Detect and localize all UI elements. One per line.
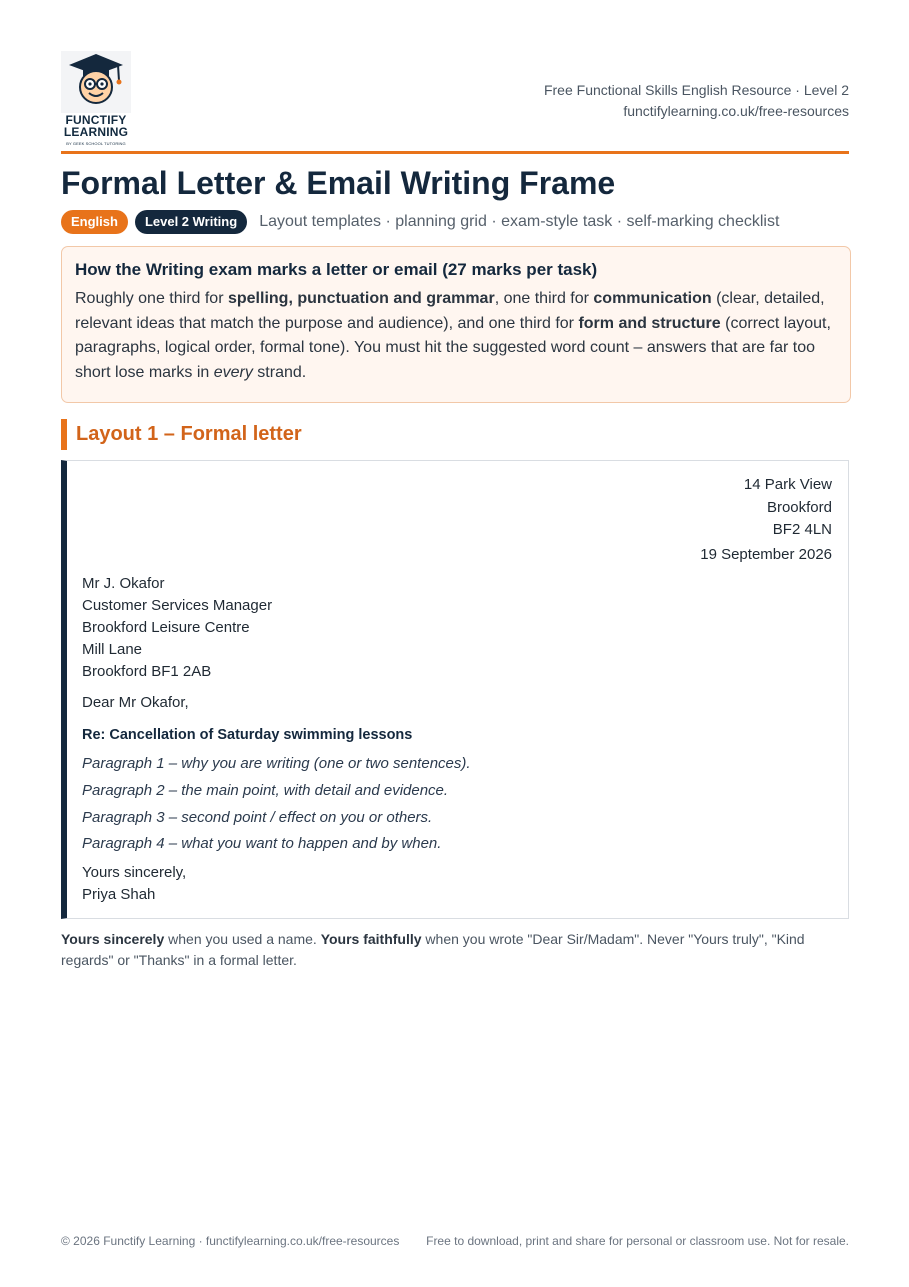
badge-level: Level 2 Writing	[135, 210, 247, 234]
sender-address: 14 Park View Brookford BF2 4LN	[743, 476, 832, 538]
salutation: Dear Mr Okafor,	[82, 694, 189, 711]
functify-logo	[61, 51, 131, 147]
graduate-mascot-icon	[61, 51, 131, 113]
footer-license: Free to download, print and share for personal or classroom use. Not for resale.	[426, 1234, 849, 1248]
badge-row	[61, 210, 779, 234]
page-subtitle: Layout templates · planning grid · exam-style task · self-marking checklist	[259, 213, 780, 230]
paragraph-3: Paragraph 3 – second point / effect on you or others.	[82, 808, 433, 826]
footer-copyright: © 2026 Functify Learning · functifylearning.co.uk/free-resources	[61, 1234, 400, 1248]
resource-url[interactable]: functifylearning.co.uk/free-resources	[623, 103, 849, 119]
signature: Priya Shah	[82, 885, 156, 903]
letter-template	[61, 460, 849, 919]
logo-tagline: BY GEEK SCHOOL TUTORING	[66, 141, 126, 146]
recipient-address: Mr J. Okafor Customer Services Manager Brookford Leisure Centre Mill Lane Brookford BF1 2AB	[82, 575, 273, 680]
info-text: Roughly one third for spelling, punctuation and grammar, one third for communication (clear, detailed, relevant ideas that match the purpose and audience), and one third for form and structure (correct layout, paragraphs, logical order, formal tone). You must hit the suggested word count – answers that are far too short lose marks in every strand.	[75, 290, 831, 381]
resource-line: Free Functional Skills English Resource · Level 2	[543, 82, 849, 98]
letter-date: 19 September 2026	[700, 546, 832, 563]
page	[61, 0, 849, 1287]
paragraph-2: Paragraph 2 – the main point, with detail and evidence.	[82, 781, 449, 799]
letter-closing: Yours sincerely, Priya Shah	[82, 862, 186, 905]
paragraph-1: Paragraph 1 – why you are writing (one or two sentences).	[82, 755, 471, 772]
paragraph-guide	[82, 751, 471, 858]
paragraph-4: Paragraph 4 – what you want to happen and by when.	[82, 835, 442, 853]
logo-wordmark: FUNCTIFY LEARNING	[63, 113, 129, 139]
header-info	[544, 80, 849, 122]
subject-line: Re: Cancellation of Saturday swimming lessons	[82, 727, 413, 743]
section-heading: Layout 1 – Formal letter	[61, 419, 302, 450]
badge-english: English	[61, 210, 128, 234]
sign-off-note: Yours sincerely when you used a name. Yours faithfully when you wrote "Dear Sir/Madam". Never "Yours truly", "Kind regards" or "Thanks" in a formal letter.	[61, 931, 805, 968]
marking-info-box	[61, 246, 851, 403]
page-title: Formal Letter & Email Writing Frame	[61, 165, 616, 201]
header-divider	[61, 151, 849, 154]
info-title: How the Writing exam marks a letter or email (27 marks per task)	[75, 260, 598, 279]
